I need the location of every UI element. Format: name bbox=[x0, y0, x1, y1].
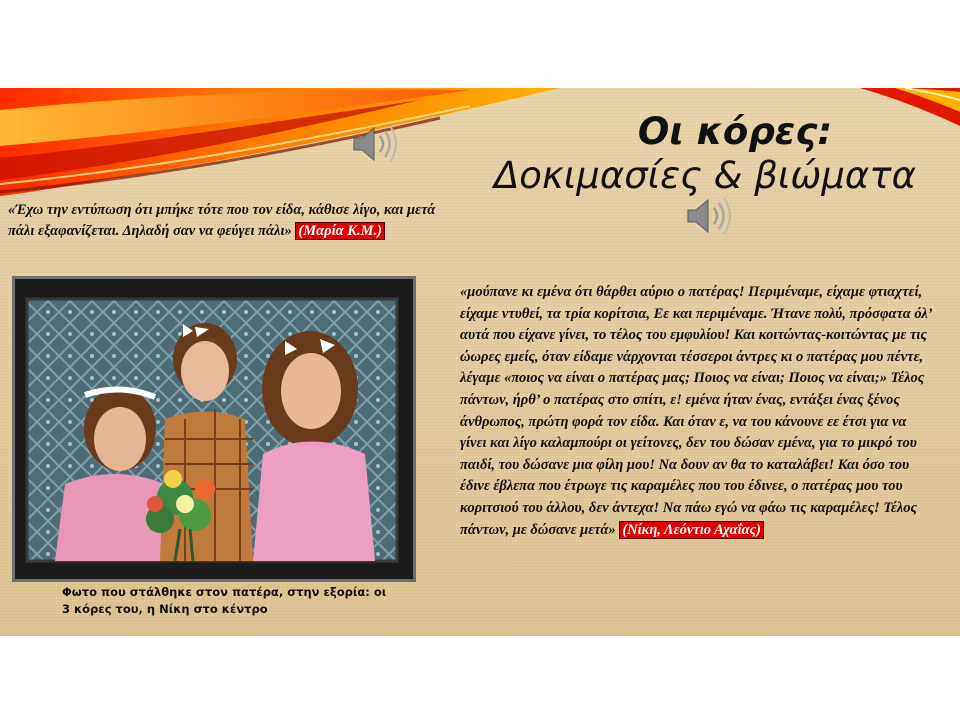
speaker-icon[interactable] bbox=[684, 194, 734, 238]
slide-title bbox=[470, 110, 940, 198]
quote-niki-attribution: (Νίκη, Λεόντιο Αχαΐας) bbox=[619, 521, 764, 539]
quote-niki bbox=[460, 282, 935, 541]
quote-niki-text: «μούπανε κι εμένα ότι θάρθει αύριο ο πατέρας! Περιμέναμε, είχαμε φτιαχτεί, είχαμε ντυθεί, τα τρία κορίτσια, Εε και περιμέναμε. Ήτανε πολύ, πρόσφατα όλ’ αυτά που είχανε γίνει, το τέλος του εμφυλίου! Και κοιτώντας-κοιτώντας με τις ώωρες εμείς, όταν είδαμε νάρχονται τέσσεροι άντρες κι ο πατέρας μου πέντε, λέγαμε «ποιος να είναι ο πατέρας μας; Ποιος να είναι; Ποιος να είναι;» Τέλος πάντων, ήρθ’ ο πατέρας στο σπίτι, ε! εμένα ήταν ένας, εντάξει ένας ξένος άνθρωπος, πρώτη φορά τον είδα. Και όταν ε, να του κάνουνε εε έτσι για να γίνει και λίγο καλαμπούρι οι γείτονες, δεν του δώσαν εμένα, για το μικρό του παιδί, του δώσανε μια φίλη μου! Να δουν αν θα το καταλάβει! Και όσο του έδινε έβλεπα που έτρωγε τις καραμέλες που του έδινεε, ο πατέρας μου του κοριτσιού του άλλου, δεν άντεχα! Να πάω εγώ να φάω τις καραμέλες! Τέλος πάντων, με δώσανε μετά» bbox=[460, 284, 932, 538]
slide bbox=[0, 88, 960, 636]
photo-caption: Φωτο που στάλθηκε στον πατέρα, στην εξορία: οι 3 κόρες του, η Νίκη στο κέντρο bbox=[62, 585, 387, 616]
title-line-1: Οι κόρες: bbox=[637, 110, 833, 153]
title-line-2: Δοκιμασίες & βιώματα bbox=[494, 154, 916, 197]
family-photo-frame bbox=[12, 276, 416, 582]
quote-maria bbox=[8, 200, 438, 242]
quote-maria-attribution: (Μαρία Κ.Μ.) bbox=[295, 222, 385, 240]
quote-maria-text: «Έχω την εντύπωση ότι μπήκε τότε που τον είδα, κάθισε λίγο, και μετά πάλι εξαφανίζεται. Δηλαδή σαν να φεύγει πάλι» bbox=[8, 202, 436, 239]
speaker-icon[interactable] bbox=[350, 122, 400, 166]
family-photo bbox=[15, 279, 413, 579]
